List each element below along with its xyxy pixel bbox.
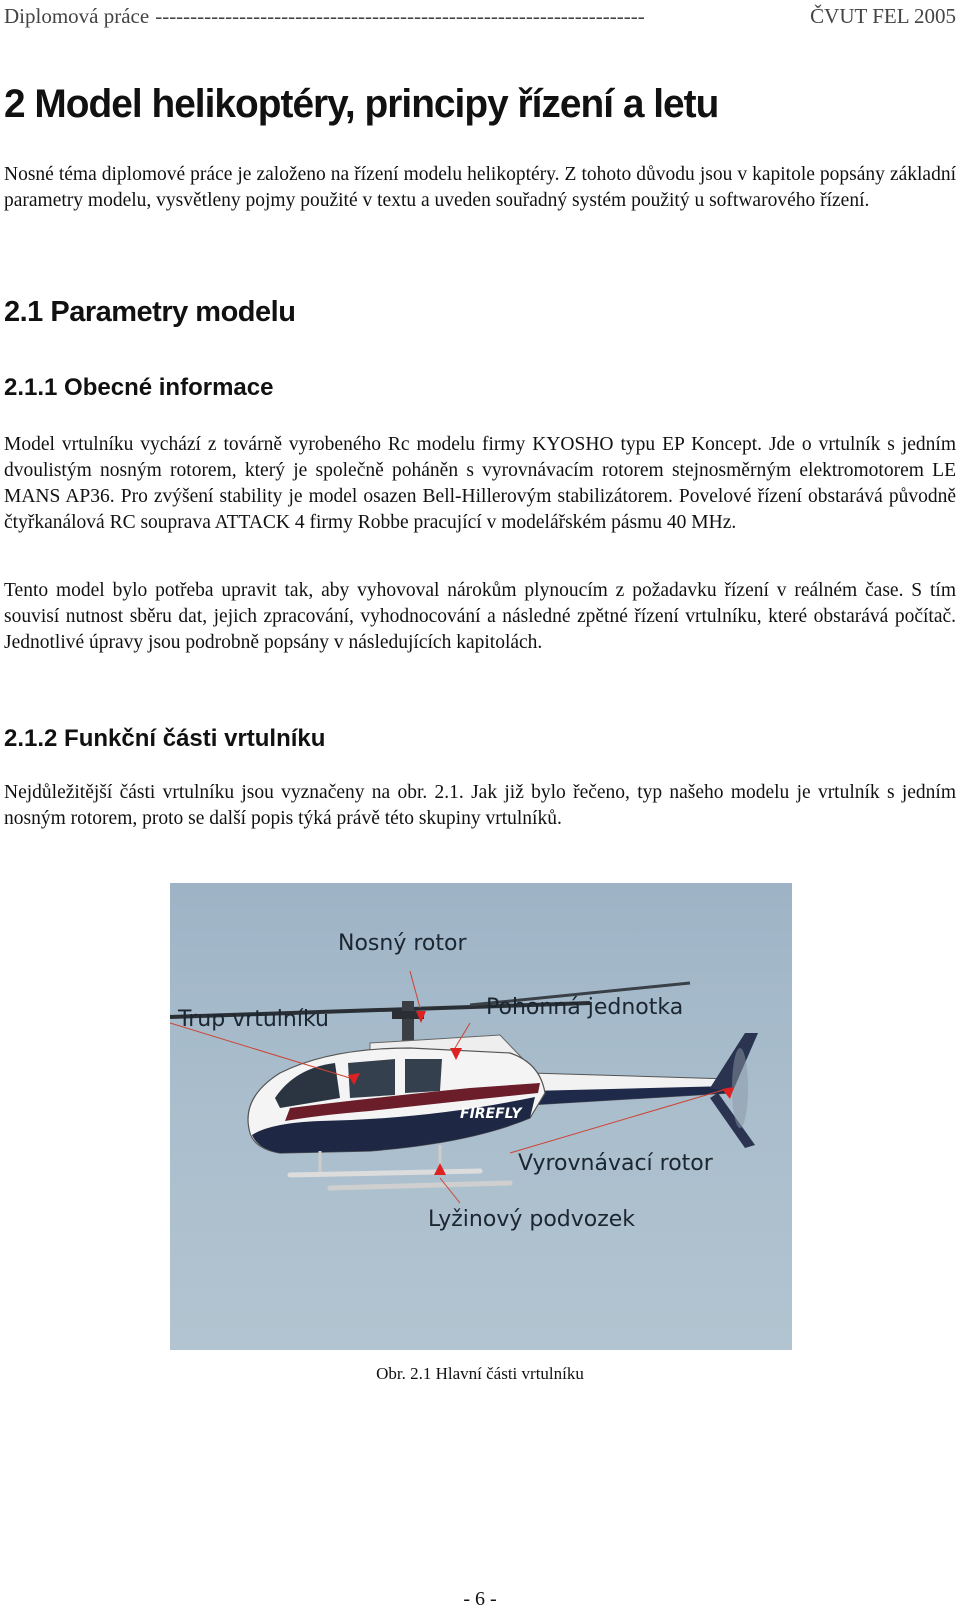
parts-paragraph: Nejdůležitější části vrtulníku jsou vyznačeny na obr. 2.1. Jak již bylo řečeno, typ našeho modelu je vrtulník s jedním nosným rotorem, proto se další popis týká právě této skupiny vrtulníků. — [4, 782, 956, 829]
general-info-paragraph-1: Model vrtulníku vychází z továrně vyrobeného Rc modelu firmy KYOSHO typu EP Koncept. Jde o vrtulník s jedním dvoulistým nosným rotorem, který je společně poháněn s vyrovnávacím rotorem stejnosměrným elektromotorem LE MANS AP36. Pro zvýšení stability je model osazen Bell-Hillerovým stabilizátorem. Povelové řízení obstarává původně čtyřkanálová RC souprava ATTACK 4 firmy Robbe pracující v modelářském pásmu 40 MHz. — [4, 434, 956, 533]
section-title: 2.1 Parametry modelu — [4, 296, 296, 328]
header-dashes: ---------------------------------------------------------------------- — [155, 4, 645, 28]
helicopter-illustration — [170, 883, 792, 1350]
general-info-paragraph-2: Tento model bylo potřeba upravit tak, aby vyhovoval nárokům plynoucím z požadavku řízení v reálném čase. S tím souvisí nutnost sběru dat, jejich zpracování, vyhodnocování a následné zpětné řízení vrtulníku, které obstarává počítač. Jednotlivé úpravy jsou podrobně popsány v následujících kapitolách. — [4, 580, 956, 653]
subsection-title-parts: 2.1.2 Funkční části vrtulníku — [4, 725, 326, 752]
page-header — [4, 4, 956, 29]
label-tail-rotor: Vyrovnávací rotor — [518, 1151, 713, 1176]
subsection-title-general: 2.1.1 Obecné informace — [4, 374, 274, 401]
label-skids: Lyžinový podvozek — [428, 1207, 636, 1232]
intro-paragraph: Nosné téma diplomové práce je založeno na řízení modelu helikoptéry. Z tohoto důvodu jsou v kapitole popsány základní parametry modelu, vysvětleny pojmy použité v textu a uveden souřadný systém použitý u softwarového řízení. — [4, 164, 956, 211]
helicopter-figure — [170, 883, 792, 1350]
label-fuselage: Trup vrtulníku — [178, 1007, 329, 1032]
label-main-rotor: Nosný rotor — [338, 931, 467, 956]
page-number: - 6 - — [463, 1588, 497, 1610]
chapter-title: 2 Model helikoptéry, principy řízení a letu — [4, 82, 719, 126]
livery-text: FIREFLY — [460, 1106, 522, 1122]
header-right: ČVUT FEL 2005 — [810, 4, 956, 28]
figure-caption: Obr. 2.1 Hlavní části vrtulníku — [376, 1364, 584, 1383]
label-power-unit: Pohonná jednotka — [486, 995, 684, 1020]
header-left: Diplomová práce — [4, 4, 150, 28]
